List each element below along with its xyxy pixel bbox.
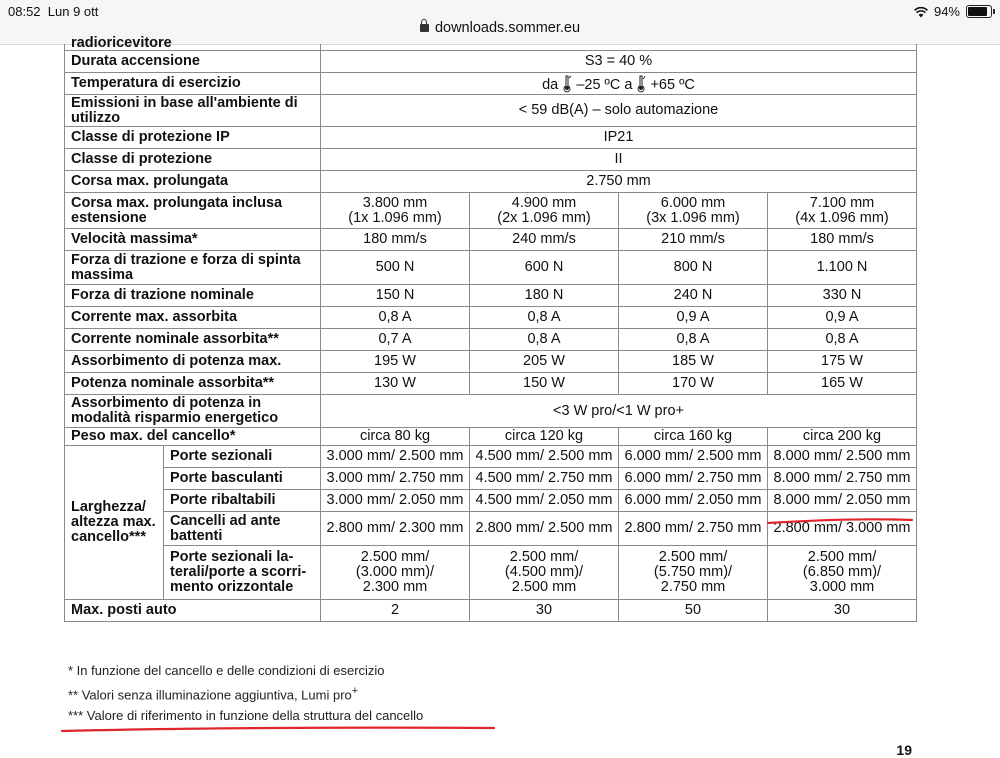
thermometer-cold-icon [562,75,572,91]
status-time [8,4,98,19]
battery-fill [968,7,987,16]
row-label: Corrente max. assorbita [65,307,321,329]
row-value: 800 N [619,251,768,285]
value-line: (3x 1.096 mm) [646,209,740,226]
row-value: 2 [321,600,470,622]
row-label: Emissioni in base all'ambiente di utilizzo [65,95,321,127]
table-row [65,229,917,251]
value-line: 2.500 mm/ [509,549,579,565]
value-line: (4x 1.096 mm) [795,209,889,226]
row-label: Max. posti auto [65,600,321,622]
row-value [321,546,470,600]
sub-label: Porte sezionali la-terali/porte a scorri-mento orizzontale [164,546,321,600]
footnote-text: ** Valori senza illuminazione aggiuntiva, Lumi pro [68,687,352,703]
value-line: 2.300 mm [362,579,428,595]
row-label: Peso max. del cancello* [65,428,321,446]
row-value: 6.000 mm/ 2.050 mm [619,490,768,512]
row-value: 30 [768,600,917,622]
table-row [65,428,917,446]
value-line: 2.500 mm [511,579,577,595]
row-value: 0,8 A [768,329,917,351]
table-row [65,446,917,468]
footnote [68,681,423,705]
row-label: Durata accensione [65,51,321,73]
lock-icon [420,24,429,32]
row-value: 0,9 A [619,307,768,329]
value-line: 7.100 mm [809,194,875,211]
row-value: 1.100 N [768,251,917,285]
footnotes [68,660,423,726]
row-value: 4.500 mm/ 2.050 mm [470,490,619,512]
row-value: 170 W [619,373,768,395]
row-value [619,546,768,600]
row-label: Forza di trazione e forza di spinta massima [65,251,321,285]
url-text: downloads.sommer.eu [434,20,581,36]
row-value: S3 = 40 % [321,51,917,73]
table-row [65,351,917,373]
value-line: 2.500 mm/ [807,549,877,565]
row-label: Temperatura di esercizio [65,73,321,95]
table-row [65,600,917,622]
table-row [65,127,917,149]
row-value: 2.800 mm/ 2.500 mm [470,512,619,546]
spec-table-wrapper [64,35,916,622]
row-value: 0,9 A [768,307,917,329]
value-line: (4.500 mm)/ [504,564,584,580]
row-value [321,73,917,95]
row-value: 240 N [619,285,768,307]
row-label: Classe di protezione IP [65,127,321,149]
row-value [321,193,470,229]
row-value: 195 W [321,351,470,373]
group-label: Larghezza/ altezza max. cancello*** [65,446,164,600]
temp-min: –25 ºC a [576,76,633,93]
row-value: 210 mm/s [619,229,768,251]
value-line: 3.000 mm [809,579,875,595]
sub-label: Porte basculanti [164,468,321,490]
row-value: circa 80 kg [321,428,470,446]
status-right [914,4,992,19]
battery-icon [966,5,992,18]
row-label: Assorbimento di potenza max. [65,351,321,373]
red-underline-annotation [760,512,920,528]
row-value: 500 N [321,251,470,285]
row-value: 6.000 mm/ 2.750 mm [619,468,768,490]
value-line: 6.000 mm [660,194,726,211]
sub-label: Cancelli ad ante battenti [164,512,321,546]
row-value: IP21 [321,127,917,149]
value-line: (5.750 mm)/ [653,564,733,580]
table-row [65,490,917,512]
cut-row-label: radioricevitore [71,35,172,51]
row-value: 8.000 mm/ 2.500 mm [768,446,917,468]
row-label: Corsa max. prolungata inclusa estensione [65,193,321,229]
row-value: circa 120 kg [470,428,619,446]
value-line: 2.750 mm [660,579,726,595]
row-value: 150 N [321,285,470,307]
row-value [470,193,619,229]
value-line: 3.800 mm [362,194,428,211]
row-value: II [321,149,917,171]
row-value [470,546,619,600]
row-value: < 59 dB(A) – solo automazione [321,95,917,127]
footnote: * In funzione del cancello e delle condizioni di esercizio [68,663,385,678]
sub-label: Porte ribaltabili [164,490,321,512]
value-line: (1x 1.096 mm) [348,209,442,226]
row-value: 205 W [470,351,619,373]
spec-table [64,35,917,622]
row-label: Potenza nominale assorbita** [65,373,321,395]
cut-row-cell [65,35,321,51]
table-row [65,73,917,95]
row-value: 600 N [470,251,619,285]
row-value: 165 W [768,373,917,395]
row-value: 0,8 A [470,329,619,351]
table-row [65,307,917,329]
row-label: Forza di trazione nominale [65,285,321,307]
row-value [768,193,917,229]
table-row [65,395,917,428]
row-value: 3.000 mm/ 2.050 mm [321,490,470,512]
table-row [65,51,917,73]
row-value: circa 200 kg [768,428,917,446]
row-value: 3.000 mm/ 2.500 mm [321,446,470,468]
red-underline-annotation [58,718,498,734]
row-value: 130 W [321,373,470,395]
row-value: 3.000 mm/ 2.750 mm [321,468,470,490]
row-value: 180 N [470,285,619,307]
value-line: (3.000 mm)/ [355,564,435,580]
value-line: 2.500 mm/ [360,549,430,565]
row-value: 0,8 A [470,307,619,329]
row-label: Classe di protezione [65,149,321,171]
thermometer-hot-icon [636,75,646,91]
footnote: *** Valore di riferimento in funzione della struttura del cancello [68,708,424,724]
row-value: 2.750 mm [321,171,917,193]
row-value: 0,8 A [321,307,470,329]
battery-percent: 94% [933,4,960,19]
table-row [65,285,917,307]
address-bar[interactable] [0,20,1000,36]
row-value: 50 [619,600,768,622]
table-row [65,149,917,171]
row-label: Corrente nominale assorbita** [65,329,321,351]
row-value: circa 160 kg [619,428,768,446]
page-number: 19 [896,742,912,758]
table-row [65,373,917,395]
table-row [65,193,917,229]
table-row [65,95,917,127]
temp-max: +65 ºC [650,76,695,93]
date: Lun 9 ott [47,4,99,19]
row-value: 2.800 mm/ 2.750 mm [619,512,768,546]
row-value: 330 N [768,285,917,307]
table-row [65,171,917,193]
row-value: 2.800 mm/ 2.300 mm [321,512,470,546]
row-value: 175 W [768,351,917,373]
row-value: 185 W [619,351,768,373]
row-value: 6.000 mm/ 2.500 mm [619,446,768,468]
value-line: (6.850 mm)/ [802,564,882,580]
wifi-icon [914,6,928,18]
row-value: 0,8 A [619,329,768,351]
row-value: 8.000 mm/ 2.750 mm [768,468,917,490]
table-row [65,251,917,285]
row-value: 30 [470,600,619,622]
row-label: Velocità massima* [65,229,321,251]
value-line: 4.900 mm [511,194,577,211]
value-line: (2x 1.096 mm) [497,209,591,226]
temp-da: da [542,76,559,93]
row-value: 180 mm/s [768,229,917,251]
value-line: 2.500 mm/ [658,549,728,565]
sub-label: Porte sezionali [164,446,321,468]
row-value: 2.800 mm/ 3.000 mm [768,512,917,546]
table-row [65,468,917,490]
row-value [768,546,917,600]
row-value [619,193,768,229]
row-value: 240 mm/s [470,229,619,251]
table-row [65,546,917,600]
clock: 08:52 [8,4,41,19]
table-row [65,329,917,351]
row-label: Corsa max. prolungata [65,171,321,193]
row-value: 0,7 A [321,329,470,351]
row-value: <3 W pro/<1 W pro+ [321,395,917,428]
row-value: 4.500 mm/ 2.750 mm [470,468,619,490]
row-value: 180 mm/s [321,229,470,251]
footnote-superscript: + [351,685,359,697]
row-label: Assorbimento di potenza in modalità risparmio energetico [65,395,321,428]
row-value: 4.500 mm/ 2.500 mm [470,446,619,468]
row-value: 150 W [470,373,619,395]
row-value: 8.000 mm/ 2.050 mm [768,490,917,512]
